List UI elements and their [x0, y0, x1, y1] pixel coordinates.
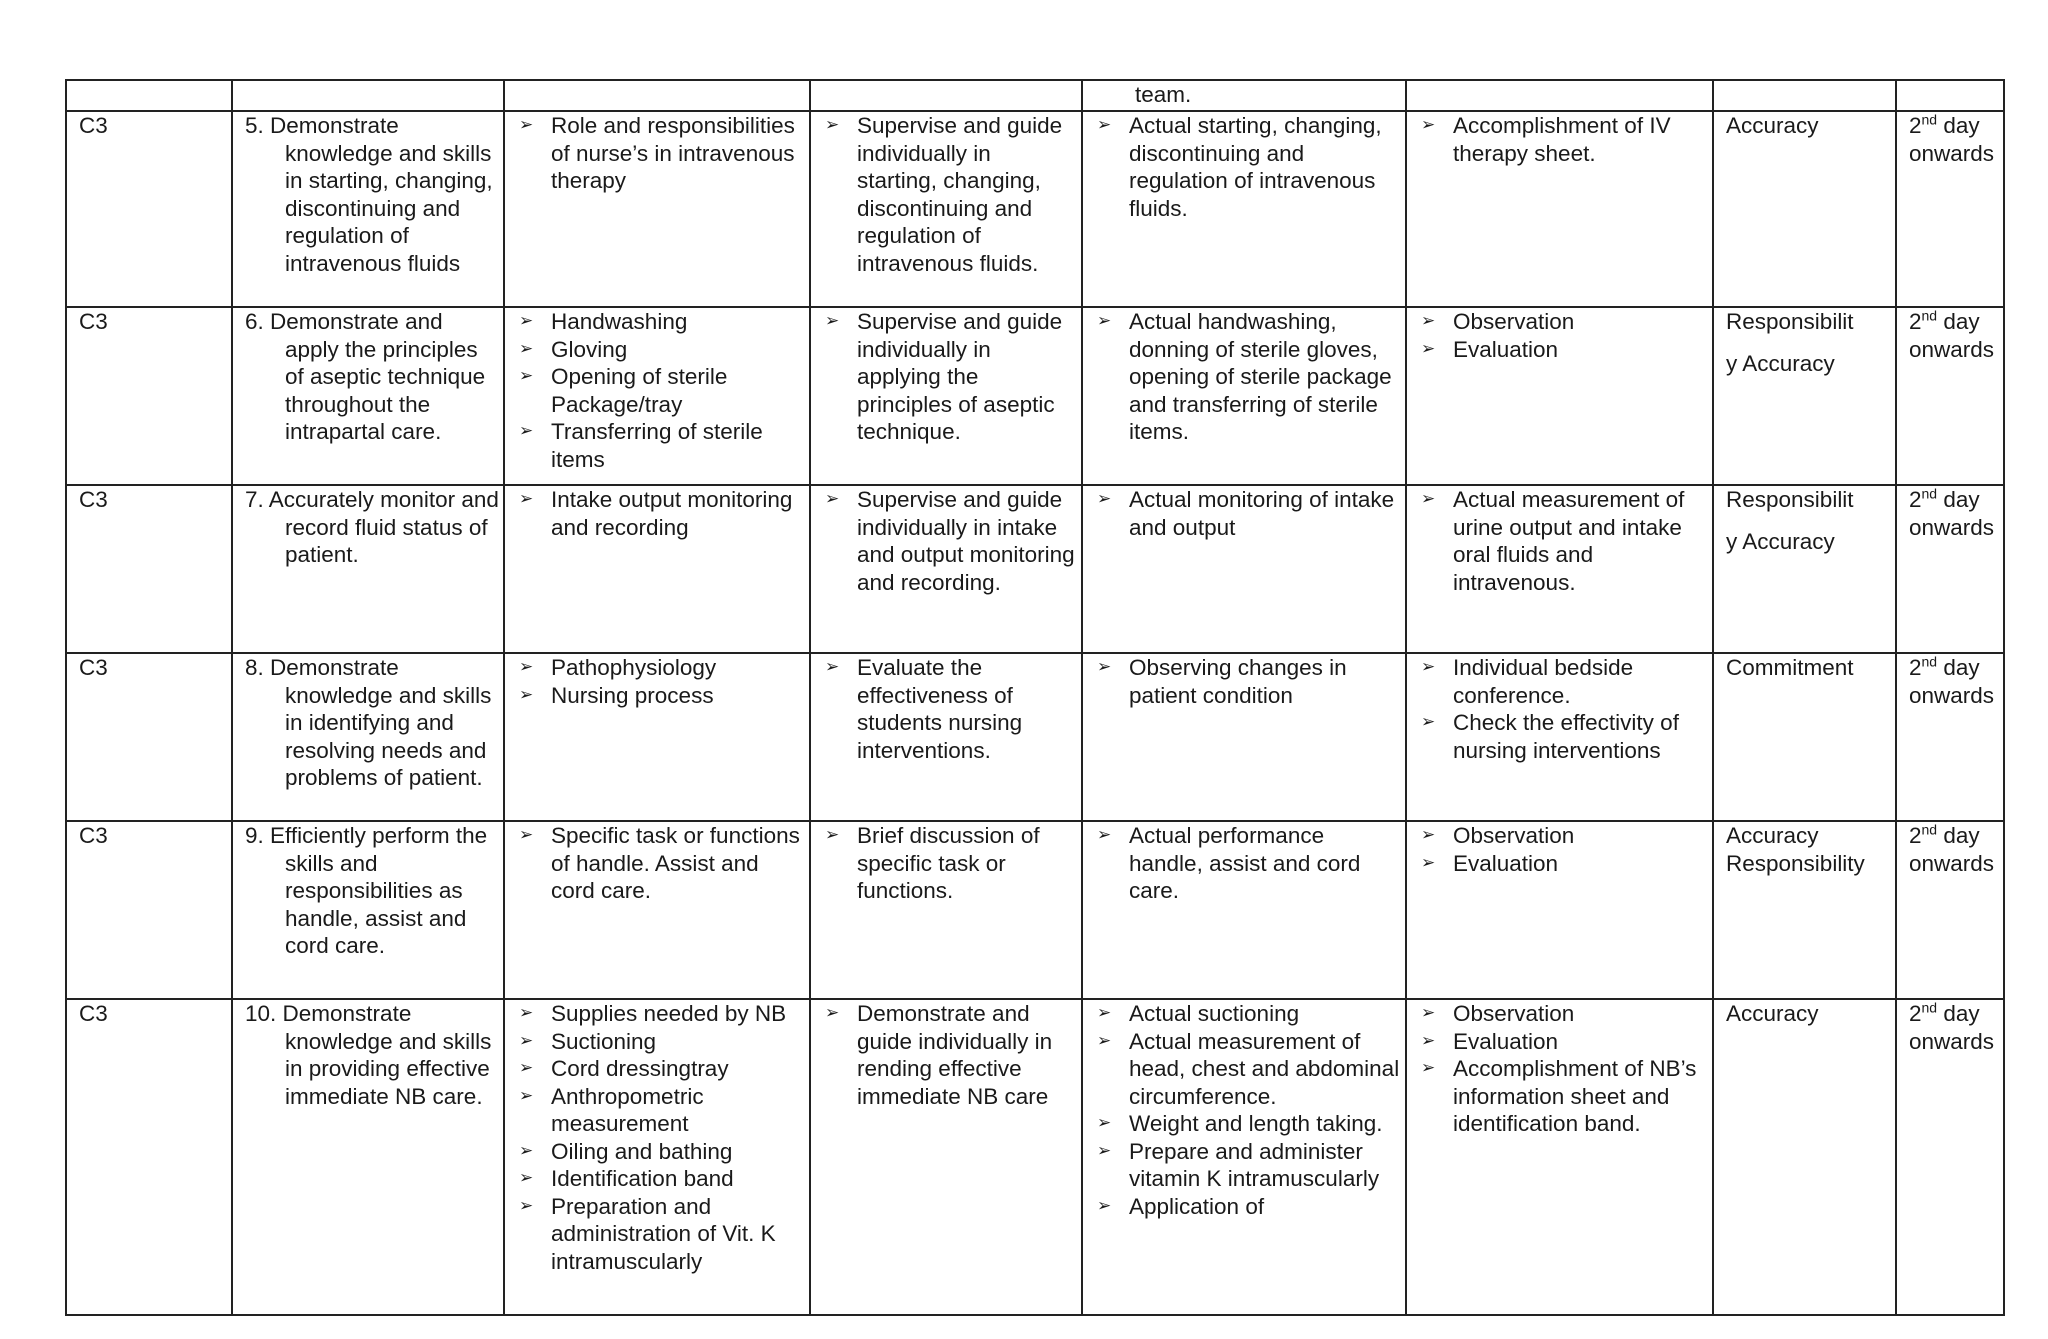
list-item: ➢ Preparation and administration of Vit. K intramuscularly	[517, 1193, 805, 1276]
list-item: ➢ Supervise and guide individually in applying the principles of aseptic technique.	[823, 308, 1077, 446]
list-item: ➢ Accomplishment of NB’s information sheet and identification band.	[1419, 1055, 1708, 1138]
list-item: ➢ Demonstrate and guide individually in rending effective immediate NB care	[823, 1000, 1077, 1110]
objective-text: 8. Demonstrate knowledge and skills in identifying and resolving needs and problems of patient.	[245, 655, 492, 790]
ra-activities-cell	[1082, 307, 1406, 485]
evaluation-cell	[1406, 999, 1713, 1315]
list-item: ➢ Observation	[1419, 308, 1708, 336]
list-item: ➢ Role and responsibilities of nurse’s in intravenous therapy	[517, 112, 805, 195]
list-item: ➢ Observing changes in patient condition	[1095, 654, 1401, 709]
list-item: ➢ Actual suctioning	[1095, 1000, 1401, 1028]
list-item: ➢ Evaluation	[1419, 336, 1708, 364]
content-cell	[504, 307, 810, 485]
objective-cell	[232, 485, 504, 653]
objective-cell	[232, 653, 504, 821]
objective-cell	[232, 80, 504, 111]
table-row	[66, 999, 2004, 1315]
ra-activities-cell	[1082, 999, 1406, 1315]
content-cell	[504, 653, 810, 821]
list-item: ➢ Actual measurement of head, chest and abdominal circumference.	[1095, 1028, 1401, 1111]
list-item: ➢ Cord dressingtray	[517, 1055, 805, 1083]
values-cell: Responsibilit y Accuracy	[1713, 307, 1896, 485]
table-row	[66, 485, 2004, 653]
table-row	[66, 821, 2004, 999]
values-cell	[1713, 80, 1896, 111]
evaluation-cell	[1406, 653, 1713, 821]
list-item: ➢ Oiling and bathing	[517, 1138, 805, 1166]
list-item: ➢ Brief discussion of specific task or functions.	[823, 822, 1077, 905]
list-item: ➢ Anthropometric measurement	[517, 1083, 805, 1138]
objective-cell	[232, 999, 504, 1315]
objective-text: 7. Accurately monitor and record fluid status of patient.	[245, 487, 499, 567]
time-cell: 2nd day onwards	[1896, 821, 2004, 999]
content-cell	[504, 111, 810, 307]
list-item: ➢ Check the effectivity of nursing interventions	[1419, 709, 1708, 764]
list-item: ➢ Specific task or functions of handle. Assist and cord care.	[517, 822, 805, 905]
list-item: ➢ Opening of sterile Package/tray	[517, 363, 805, 418]
time-cell: 2nd day onwards	[1896, 485, 2004, 653]
tl-activities-cell	[810, 653, 1082, 821]
ra-activities-cell	[1082, 111, 1406, 307]
list-item: ➢ Intake output monitoring and recording	[517, 486, 805, 541]
list-item: ➢ Supervise and guide individually in starting, changing, discontinuing and regulation of intravenous fluids.	[823, 112, 1077, 277]
list-item: ➢ Evaluation	[1419, 850, 1708, 878]
list-item: ➢ Evaluate the effectiveness of students nursing interventions.	[823, 654, 1077, 764]
list-item: ➢ Identification band	[517, 1165, 805, 1193]
list-item: ➢ Gloving	[517, 336, 805, 364]
table-row	[66, 307, 2004, 485]
code-cell: C3	[66, 821, 232, 999]
list-item: ➢ Actual performance handle, assist and cord care.	[1095, 822, 1401, 905]
objective-cell	[232, 111, 504, 307]
code-cell: C3	[66, 111, 232, 307]
time-cell: 2nd day onwards	[1896, 999, 2004, 1315]
evaluation-cell	[1406, 307, 1713, 485]
values-cell: Responsibilit y Accuracy	[1713, 485, 1896, 653]
objective-cell	[232, 307, 504, 485]
tl-activities-cell	[810, 821, 1082, 999]
ra-activities-cell	[1082, 653, 1406, 821]
tl-activities-cell	[810, 111, 1082, 307]
content-cell	[504, 999, 810, 1315]
values-cell: Accuracy	[1713, 111, 1896, 307]
code-cell	[66, 80, 232, 111]
list-item: ➢ Prepare and administer vitamin K intramuscularly	[1095, 1138, 1401, 1193]
list-item: ➢ Supplies needed by NB	[517, 1000, 805, 1028]
ra-activities-cell	[1082, 485, 1406, 653]
list-item: ➢ Weight and length taking.	[1095, 1110, 1401, 1138]
list-item: ➢ Pathophysiology	[517, 654, 805, 682]
evaluation-cell	[1406, 80, 1713, 111]
values-cell: Accuracy	[1713, 999, 1896, 1315]
values-cell: Commitment	[1713, 653, 1896, 821]
content-cell	[504, 80, 810, 111]
code-cell: C3	[66, 485, 232, 653]
objective-text: 10. Demonstrate knowledge and skills in providing effective immediate NB care.	[245, 1001, 492, 1109]
time-cell: 2nd day onwards	[1896, 307, 2004, 485]
table-row	[66, 80, 2004, 111]
tl-activities-cell	[810, 307, 1082, 485]
list-item: ➢ Observation	[1419, 822, 1708, 850]
objective-cell	[232, 821, 504, 999]
list-item: ➢ Observation	[1419, 1000, 1708, 1028]
list-item: ➢ Application of	[1095, 1193, 1401, 1221]
list-item: ➢ Suctioning	[517, 1028, 805, 1056]
content-cell	[504, 485, 810, 653]
list-item: ➢ Actual handwashing, donning of sterile gloves, opening of sterile package and transferring of sterile items.	[1095, 308, 1401, 446]
table-row	[66, 653, 2004, 821]
content-cell	[504, 821, 810, 999]
list-item: ➢ Supervise and guide individually in intake and output monitoring and recording.	[823, 486, 1077, 596]
ra-activity-text: team.	[1135, 82, 1192, 107]
list-item: ➢ Actual starting, changing, discontinuing and regulation of intravenous fluids.	[1095, 112, 1401, 222]
time-cell: 2nd day onwards	[1896, 111, 2004, 307]
tl-activities-cell	[810, 999, 1082, 1315]
values-cell: Accuracy Responsibility	[1713, 821, 1896, 999]
list-item: ➢ Evaluation	[1419, 1028, 1708, 1056]
time-cell	[1896, 80, 2004, 111]
evaluation-cell	[1406, 111, 1713, 307]
list-item: ➢ Actual measurement of urine output and intake oral fluids and intravenous.	[1419, 486, 1708, 596]
time-cell: 2nd day onwards	[1896, 653, 2004, 821]
objective-text: 6. Demonstrate and apply the principles of aseptic technique throughout the intrapartal care.	[245, 309, 486, 444]
table-row	[66, 111, 2004, 307]
list-item: ➢ Accomplishment of IV therapy sheet.	[1419, 112, 1708, 167]
ra-activities-cell	[1082, 80, 1406, 111]
teaching-plan-table	[65, 79, 2005, 1316]
list-item: ➢ Nursing process	[517, 682, 805, 710]
code-cell: C3	[66, 653, 232, 821]
tl-activities-cell	[810, 485, 1082, 653]
objective-text: 5. Demonstrate knowledge and skills in starting, changing, discontinuing and regulation of intravenous fluids	[245, 113, 493, 276]
code-cell: C3	[66, 999, 232, 1315]
code-cell: C3	[66, 307, 232, 485]
evaluation-cell	[1406, 485, 1713, 653]
list-item: ➢ Individual bedside conference.	[1419, 654, 1708, 709]
ra-activities-cell	[1082, 821, 1406, 999]
evaluation-cell	[1406, 821, 1713, 999]
list-item: ➢ Transferring of sterile items	[517, 418, 805, 473]
tl-activities-cell	[810, 80, 1082, 111]
objective-text: 9. Efficiently perform the skills and responsibilities as handle, assist and cord care.	[245, 823, 488, 958]
list-item: ➢ Actual monitoring of intake and output	[1095, 486, 1401, 541]
list-item: ➢ Handwashing	[517, 308, 805, 336]
